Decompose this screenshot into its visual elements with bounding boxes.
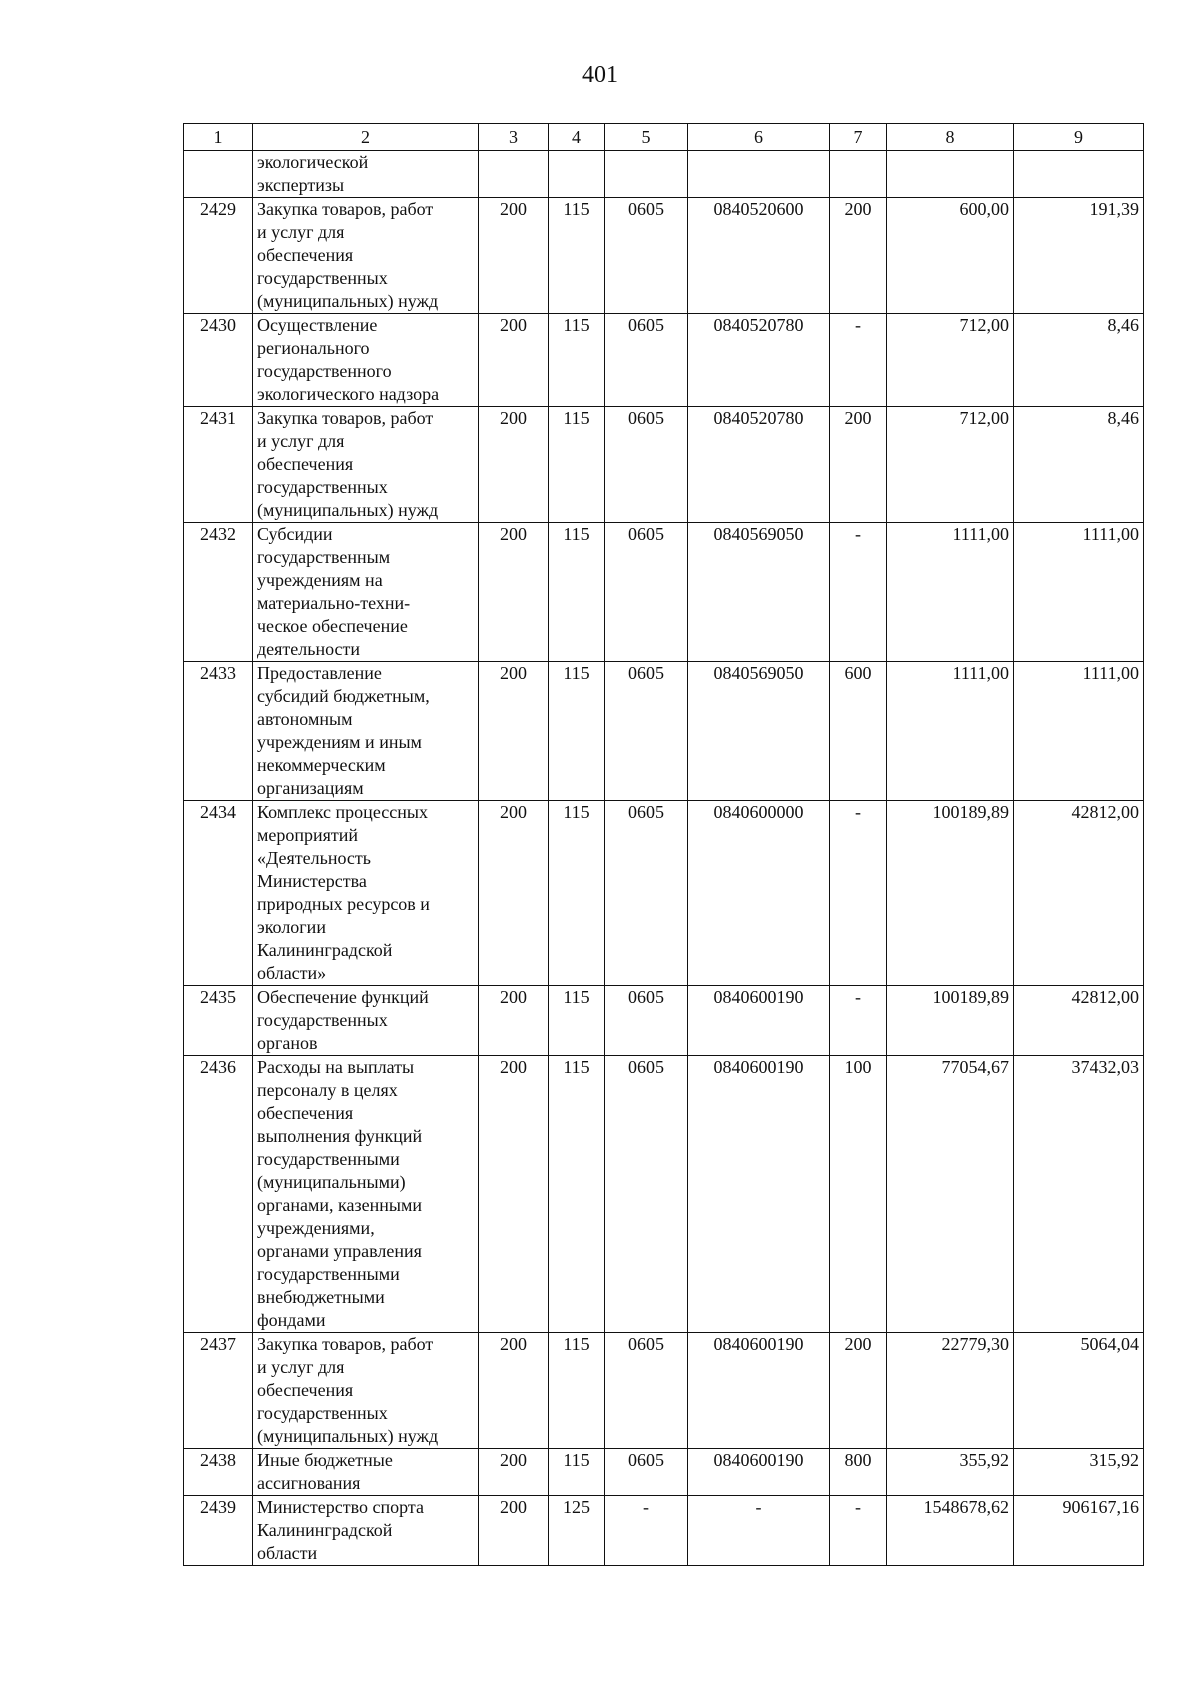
column-3-cell: 200 <box>479 1333 549 1449</box>
description-cell <box>253 1056 479 1333</box>
row-number-cell: 2433 <box>184 662 253 801</box>
description-line: обеспечения <box>257 245 354 265</box>
description-line: персоналу в целях <box>257 1080 398 1100</box>
description-line: выполнения функций <box>257 1126 423 1146</box>
column-4-cell <box>549 151 605 198</box>
expense-type-cell: 200 <box>830 198 887 314</box>
column-4-cell: 115 <box>549 407 605 523</box>
description-line: государственными <box>257 1264 400 1284</box>
description-line: «Деятельность <box>257 848 371 868</box>
description-line: Предоставление <box>257 663 382 683</box>
amount-actual-cell: 315,92 <box>1014 1449 1144 1496</box>
description-cell <box>253 407 479 523</box>
description-line: Министерство спорта <box>257 1497 424 1517</box>
description-line: и услуг для <box>257 431 345 451</box>
column-header-7: 7 <box>830 124 887 151</box>
expense-type-cell: 200 <box>830 407 887 523</box>
description-line: природных ресурсов и <box>257 894 430 914</box>
column-3-cell: 200 <box>479 662 549 801</box>
description-line: (муниципальных) нужд <box>257 500 439 520</box>
code-cell: 0840600190 <box>688 986 830 1056</box>
description-line: Министерства <box>257 871 367 891</box>
code-cell: 0840600000 <box>688 801 830 986</box>
row-number-cell: 2438 <box>184 1449 253 1496</box>
code-cell: 0840569050 <box>688 662 830 801</box>
amount-plan-cell: 1111,00 <box>887 662 1014 801</box>
table-row <box>184 198 1144 314</box>
description-line: учреждениями, <box>257 1218 375 1238</box>
column-3-cell: 200 <box>479 986 549 1056</box>
amount-plan-cell: 100189,89 <box>887 801 1014 986</box>
description-line: ческое обеспечение <box>257 616 408 636</box>
description-line: субсидий бюджетным, <box>257 686 430 706</box>
amount-actual-cell: 1111,00 <box>1014 662 1144 801</box>
table-row <box>184 151 1144 198</box>
description-line: государственных <box>257 1010 388 1030</box>
description-line: Закупка товаров, работ <box>257 199 434 219</box>
description-cell <box>253 198 479 314</box>
column-5-cell: 0605 <box>605 1056 688 1333</box>
description-line: внебюджетными <box>257 1287 385 1307</box>
row-number-cell: 2439 <box>184 1496 253 1566</box>
column-3-cell: 200 <box>479 198 549 314</box>
amount-plan-cell: 712,00 <box>887 314 1014 407</box>
description-line: фондами <box>257 1310 326 1330</box>
row-number-cell: 2429 <box>184 198 253 314</box>
column-4-cell: 125 <box>549 1496 605 1566</box>
column-header-6: 6 <box>688 124 830 151</box>
column-5-cell <box>605 151 688 198</box>
amount-plan-cell: 1548678,62 <box>887 1496 1014 1566</box>
description-line: учреждениям и иным <box>257 732 422 752</box>
table-row <box>184 1333 1144 1449</box>
description-line: Иные бюджетные <box>257 1450 393 1470</box>
description-line: и услуг для <box>257 222 345 242</box>
description-cell <box>253 1449 479 1496</box>
budget-table <box>183 123 1144 1566</box>
expense-type-cell: 200 <box>830 1333 887 1449</box>
description-line: экологического надзора <box>257 384 440 404</box>
description-line: организациям <box>257 778 364 798</box>
amount-actual-cell: 8,46 <box>1014 314 1144 407</box>
table-row <box>184 662 1144 801</box>
amount-actual-cell: 906167,16 <box>1014 1496 1144 1566</box>
column-4-cell: 115 <box>549 1449 605 1496</box>
description-cell <box>253 1333 479 1449</box>
column-3-cell: 200 <box>479 801 549 986</box>
column-3-cell: 200 <box>479 1449 549 1496</box>
amount-actual-cell: 5064,04 <box>1014 1333 1144 1449</box>
description-line: обеспечения <box>257 1380 354 1400</box>
description-line: Закупка товаров, работ <box>257 1334 434 1354</box>
column-3-cell: 200 <box>479 523 549 662</box>
description-line: органами управления <box>257 1241 422 1261</box>
description-cell <box>253 662 479 801</box>
description-line: области» <box>257 963 327 983</box>
description-cell <box>253 523 479 662</box>
amount-actual-cell: 191,39 <box>1014 198 1144 314</box>
column-5-cell: 0605 <box>605 801 688 986</box>
column-header-8: 8 <box>887 124 1014 151</box>
column-3-cell: 200 <box>479 314 549 407</box>
description-line: деятельности <box>257 639 361 659</box>
code-cell: 0840520780 <box>688 314 830 407</box>
header-row <box>184 124 1144 151</box>
column-5-cell: 0605 <box>605 314 688 407</box>
row-number-cell: 2432 <box>184 523 253 662</box>
column-3-cell: 200 <box>479 1056 549 1333</box>
column-3-cell <box>479 151 549 198</box>
description-line: учреждениям на <box>257 570 383 590</box>
description-line: государственных <box>257 477 388 497</box>
description-line: мероприятий <box>257 825 359 845</box>
column-5-cell: 0605 <box>605 662 688 801</box>
table-row <box>184 801 1144 986</box>
table-row <box>184 407 1144 523</box>
column-header-2: 2 <box>253 124 479 151</box>
column-header-9: 9 <box>1014 124 1144 151</box>
code-cell: 0840569050 <box>688 523 830 662</box>
amount-plan-cell: 77054,67 <box>887 1056 1014 1333</box>
amount-plan-cell: 712,00 <box>887 407 1014 523</box>
row-number-cell: 2431 <box>184 407 253 523</box>
table-row <box>184 1449 1144 1496</box>
expense-type-cell: - <box>830 1496 887 1566</box>
code-cell: - <box>688 1496 830 1566</box>
expense-type-cell: - <box>830 523 887 662</box>
column-4-cell: 115 <box>549 1056 605 1333</box>
code-cell: 0840600190 <box>688 1056 830 1333</box>
column-5-cell: 0605 <box>605 986 688 1056</box>
row-number-cell: 2435 <box>184 986 253 1056</box>
description-line: государственного <box>257 361 392 381</box>
column-4-cell: 115 <box>549 1333 605 1449</box>
expense-type-cell: - <box>830 314 887 407</box>
code-cell: 0840520600 <box>688 198 830 314</box>
table-row <box>184 1056 1144 1333</box>
description-line: автономным <box>257 709 353 729</box>
description-line: (муниципальных) нужд <box>257 291 439 311</box>
description-line: экологии <box>257 917 326 937</box>
description-line: (муниципальными) <box>257 1172 406 1192</box>
description-cell <box>253 801 479 986</box>
row-number-cell: 2437 <box>184 1333 253 1449</box>
row-number-cell: 2436 <box>184 1056 253 1333</box>
column-5-cell: 0605 <box>605 1449 688 1496</box>
description-line: Расходы на выплаты <box>257 1057 415 1077</box>
description-cell <box>253 986 479 1056</box>
code-cell: 0840600190 <box>688 1333 830 1449</box>
description-line: экспертизы <box>257 175 345 195</box>
row-number-cell: 2430 <box>184 314 253 407</box>
description-line: обеспечения <box>257 1103 354 1123</box>
amount-plan-cell: 1111,00 <box>887 523 1014 662</box>
row-number-cell: 2434 <box>184 801 253 986</box>
expense-type-cell: 600 <box>830 662 887 801</box>
column-4-cell: 115 <box>549 523 605 662</box>
description-line: и услуг для <box>257 1357 345 1377</box>
amount-plan-cell: 22779,30 <box>887 1333 1014 1449</box>
expense-type-cell <box>830 151 887 198</box>
amount-actual-cell: 1111,00 <box>1014 523 1144 662</box>
description-line: (муниципальных) нужд <box>257 1426 439 1446</box>
description-line: Субсидии <box>257 524 333 544</box>
column-5-cell: 0605 <box>605 407 688 523</box>
amount-actual-cell <box>1014 151 1144 198</box>
description-line: некоммерческим <box>257 755 386 775</box>
column-5-cell: 0605 <box>605 1333 688 1449</box>
code-cell <box>688 151 830 198</box>
amount-actual-cell: 42812,00 <box>1014 986 1144 1056</box>
description-line: органами, казенными <box>257 1195 422 1215</box>
column-header-3: 3 <box>479 124 549 151</box>
description-line: Комплекс процессных <box>257 802 428 822</box>
description-line: Закупка товаров, работ <box>257 408 434 428</box>
column-5-cell: 0605 <box>605 523 688 662</box>
column-4-cell: 115 <box>549 986 605 1056</box>
description-cell <box>253 314 479 407</box>
description-line: государственных <box>257 1403 388 1423</box>
description-line: ассигнования <box>257 1473 361 1493</box>
description-line: государственным <box>257 547 391 567</box>
expense-type-cell: - <box>830 801 887 986</box>
column-4-cell: 115 <box>549 314 605 407</box>
description-line: Обеспечение функций <box>257 987 429 1007</box>
amount-actual-cell: 37432,03 <box>1014 1056 1144 1333</box>
description-line: государственных <box>257 268 388 288</box>
description-line: области <box>257 1543 318 1563</box>
description-line: материально-техни- <box>257 593 411 613</box>
table-body <box>184 151 1144 1566</box>
code-cell: 0840520780 <box>688 407 830 523</box>
table-row <box>184 1496 1144 1566</box>
description-line: регионального <box>257 338 370 358</box>
description-cell <box>253 1496 479 1566</box>
description-line: обеспечения <box>257 454 354 474</box>
expense-type-cell: 100 <box>830 1056 887 1333</box>
column-4-cell: 115 <box>549 198 605 314</box>
column-4-cell: 115 <box>549 801 605 986</box>
column-header-4: 4 <box>549 124 605 151</box>
description-cell <box>253 151 479 198</box>
description-line: государственными <box>257 1149 400 1169</box>
amount-actual-cell: 8,46 <box>1014 407 1144 523</box>
column-4-cell: 115 <box>549 662 605 801</box>
code-cell: 0840600190 <box>688 1449 830 1496</box>
amount-actual-cell: 42812,00 <box>1014 801 1144 986</box>
column-5-cell: - <box>605 1496 688 1566</box>
amount-plan-cell <box>887 151 1014 198</box>
description-line: органов <box>257 1033 318 1053</box>
table-row <box>184 314 1144 407</box>
page-number: 401 <box>582 62 618 88</box>
amount-plan-cell: 100189,89 <box>887 986 1014 1056</box>
description-line: Калининградской <box>257 1520 393 1540</box>
amount-plan-cell: 355,92 <box>887 1449 1014 1496</box>
amount-plan-cell: 600,00 <box>887 198 1014 314</box>
expense-type-cell: 800 <box>830 1449 887 1496</box>
expense-type-cell: - <box>830 986 887 1056</box>
description-line: Калининградской <box>257 940 393 960</box>
table-row <box>184 986 1144 1056</box>
column-3-cell: 200 <box>479 1496 549 1566</box>
description-line: экологической <box>257 152 369 172</box>
column-header-1: 1 <box>184 124 253 151</box>
column-header-5: 5 <box>605 124 688 151</box>
column-5-cell: 0605 <box>605 198 688 314</box>
column-3-cell: 200 <box>479 407 549 523</box>
row-number-cell <box>184 151 253 198</box>
table-row <box>184 523 1144 662</box>
description-line: Осуществление <box>257 315 378 335</box>
